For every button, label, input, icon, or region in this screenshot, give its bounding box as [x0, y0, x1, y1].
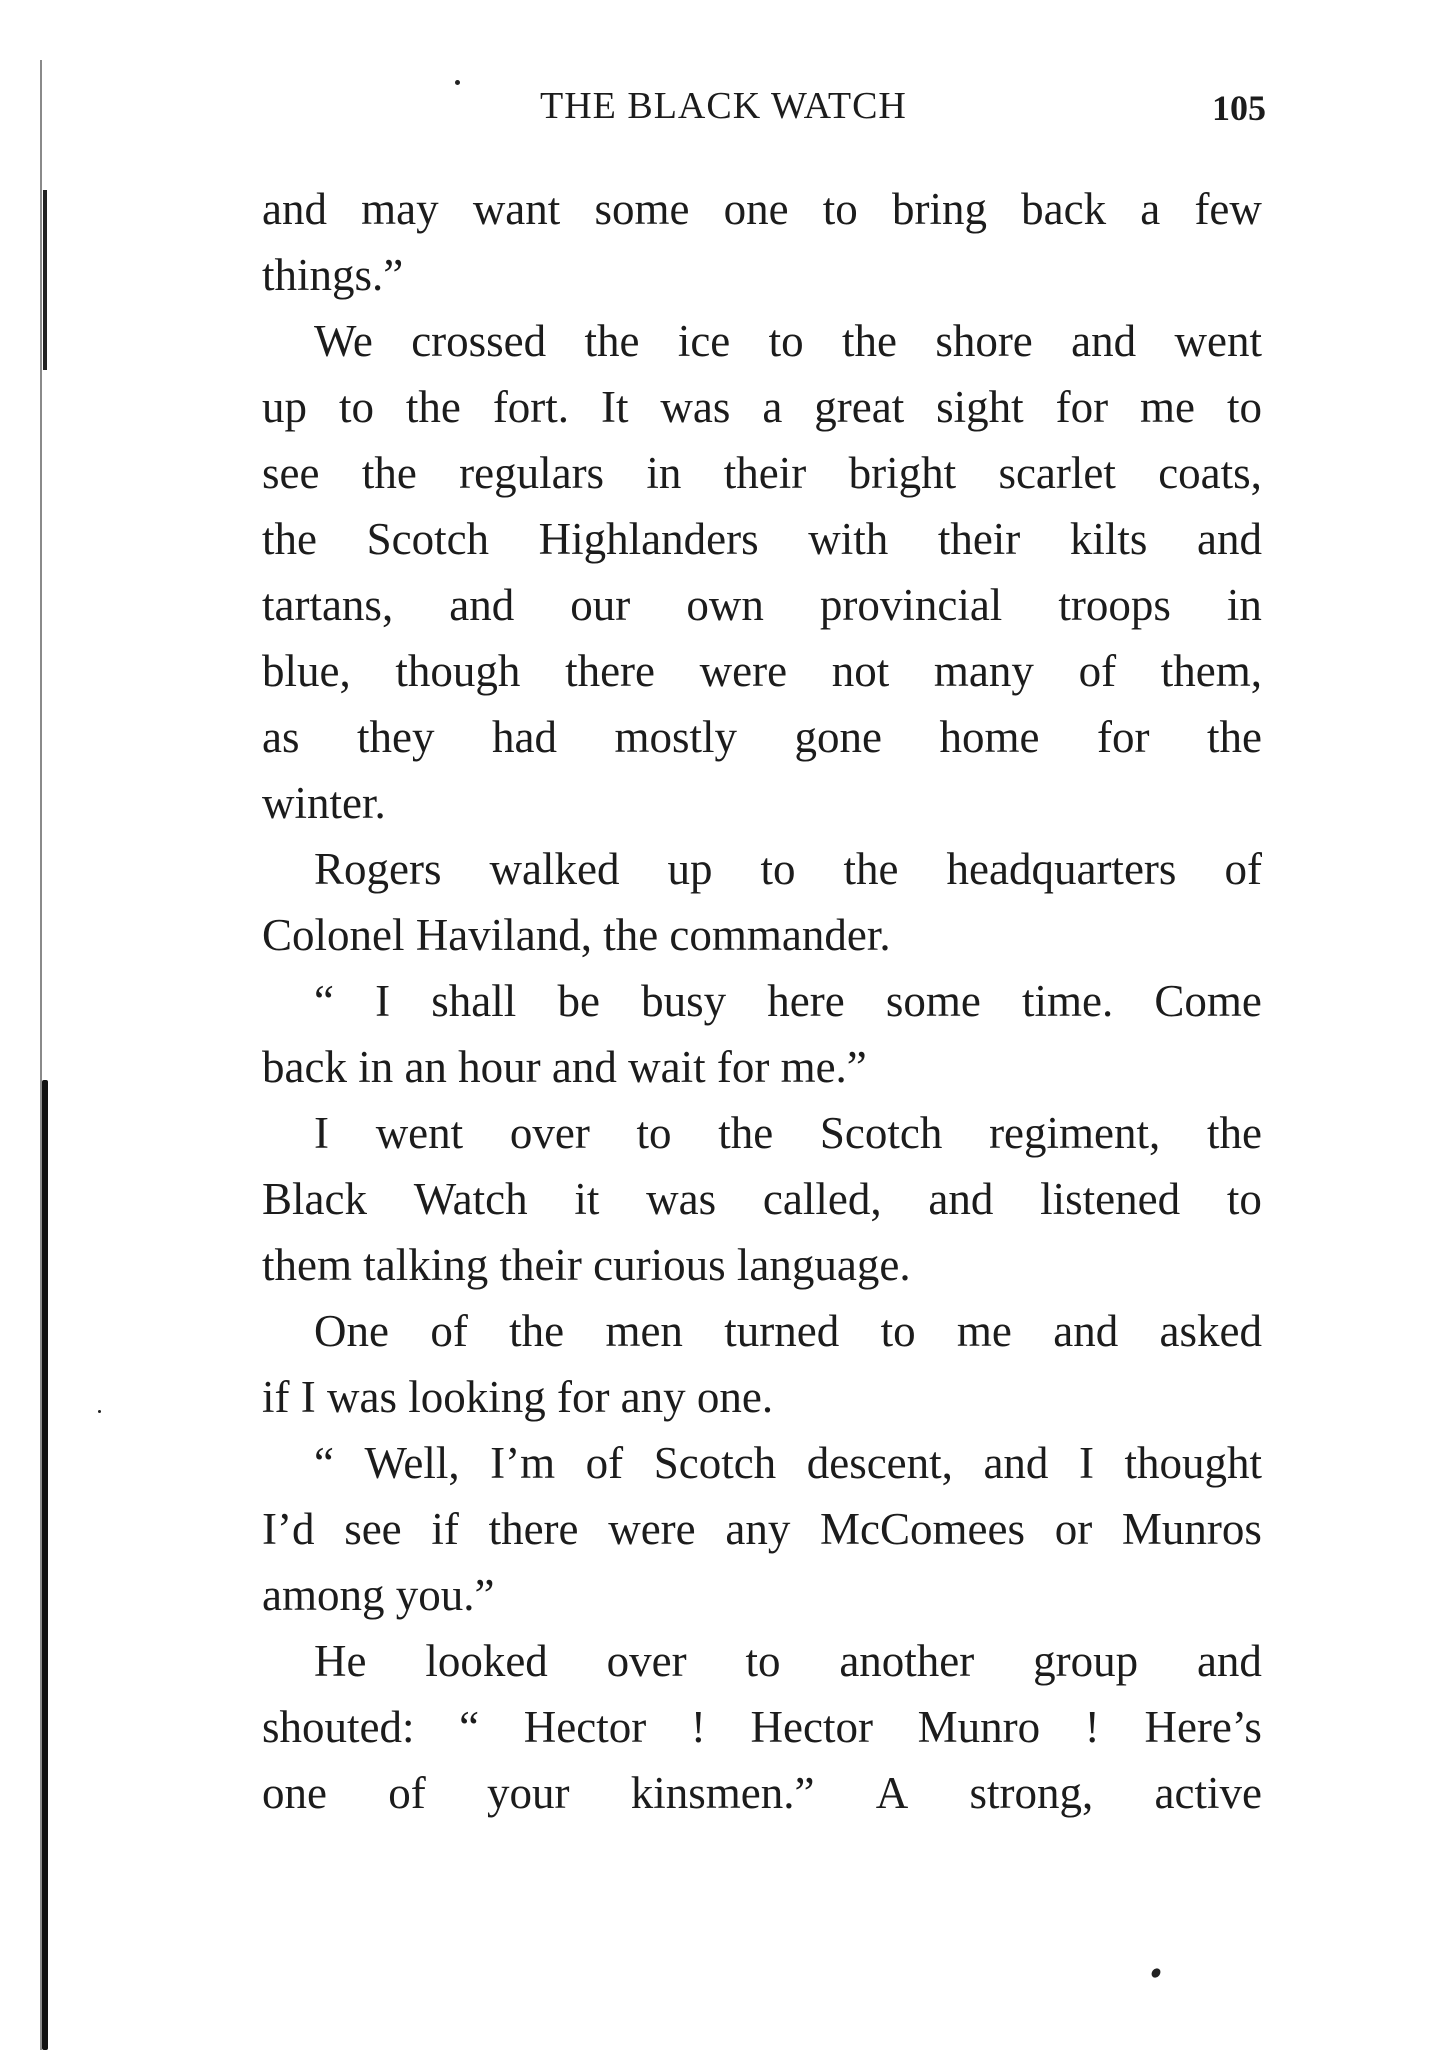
word: Here’s — [1144, 1702, 1262, 1752]
word: Scotch — [819, 1108, 943, 1158]
word: and — [1197, 514, 1262, 564]
word: I — [1078, 1438, 1094, 1488]
page-number: 105 — [1212, 88, 1266, 128]
word: Come — [1154, 976, 1262, 1026]
word: and — [449, 580, 515, 630]
word: I’d — [262, 1504, 315, 1554]
word: the — [405, 382, 461, 432]
text-line — [262, 1496, 1262, 1562]
text-line — [262, 572, 1262, 638]
word: they — [357, 712, 435, 762]
word: sight — [936, 382, 1024, 432]
text-line: winter. — [262, 778, 386, 828]
word: time. — [1022, 976, 1114, 1026]
text-line — [262, 308, 1262, 374]
word: want — [472, 184, 561, 234]
text-line — [262, 836, 1262, 902]
word: were — [608, 1504, 696, 1554]
word: me — [956, 1306, 1012, 1356]
word: back — [1021, 184, 1107, 234]
word: I — [314, 1108, 329, 1158]
word: to — [822, 184, 858, 234]
text-line — [262, 1760, 1262, 1826]
word: Black — [262, 1174, 367, 1224]
word: may — [361, 184, 439, 234]
word: some — [885, 976, 981, 1026]
text-line — [262, 506, 1262, 572]
word: there — [565, 646, 655, 696]
word: turned — [724, 1306, 840, 1356]
word: gone — [794, 712, 882, 762]
word: some — [594, 184, 690, 234]
word: It — [600, 382, 629, 432]
word: and — [1071, 316, 1137, 366]
word: the — [841, 316, 897, 366]
word: the — [509, 1306, 565, 1356]
word: or — [1054, 1504, 1093, 1554]
word: the — [718, 1108, 774, 1158]
word: many — [933, 646, 1034, 696]
print-speck — [98, 1410, 101, 1413]
word: for — [1096, 712, 1150, 762]
text-line — [262, 1298, 1262, 1364]
text-line: things.” — [262, 250, 404, 300]
word: We — [314, 316, 373, 366]
word: in — [1226, 580, 1262, 630]
word: them, — [1160, 646, 1262, 696]
word: provincial — [819, 580, 1003, 630]
word: kilts — [1069, 514, 1148, 564]
word: regiment, — [989, 1108, 1161, 1158]
word: over — [606, 1636, 687, 1686]
word: asked — [1159, 1306, 1262, 1356]
word: went — [375, 1108, 464, 1158]
word: me — [1140, 382, 1196, 432]
word: one — [262, 1768, 327, 1818]
word: in — [646, 448, 682, 498]
text-line — [262, 1694, 1262, 1760]
word: “ — [314, 976, 334, 1026]
word: the — [843, 844, 899, 894]
word: the — [1206, 1108, 1262, 1158]
word: Scotch — [653, 1438, 777, 1488]
word: the — [262, 514, 317, 564]
word: up — [667, 844, 713, 894]
word: bright — [848, 448, 957, 498]
word: Rogers — [314, 844, 442, 894]
word: over — [509, 1108, 590, 1158]
word: the — [1206, 712, 1262, 762]
text-line: back in an hour and wait for me.” — [262, 1042, 867, 1092]
word: Munros — [1121, 1504, 1262, 1554]
word: fort. — [492, 382, 570, 432]
word: troops — [1058, 580, 1171, 630]
word: not — [831, 646, 890, 696]
word: men — [605, 1306, 683, 1356]
text-line — [262, 1100, 1262, 1166]
text-line — [262, 638, 1262, 704]
word: active — [1154, 1768, 1262, 1818]
word: shouted: — [262, 1702, 415, 1752]
word: and — [1196, 1636, 1262, 1686]
word: of — [585, 1438, 624, 1488]
word: went — [1174, 316, 1262, 366]
word: group — [1033, 1636, 1139, 1686]
page-gutter-edge — [36, 60, 50, 2050]
gutter-shadow-mark — [43, 190, 47, 370]
text-line: among you.” — [262, 1570, 495, 1620]
word: shall — [431, 976, 517, 1026]
word: blue, — [262, 646, 351, 696]
word: busy — [641, 976, 727, 1026]
word: it — [574, 1174, 600, 1224]
word: to — [338, 382, 374, 432]
word: crossed — [411, 316, 547, 366]
text-line — [262, 1628, 1262, 1694]
word: One — [314, 1306, 389, 1356]
word: thought — [1124, 1438, 1262, 1488]
word: shore — [935, 316, 1033, 366]
word: great — [814, 382, 905, 432]
word: to — [760, 844, 796, 894]
word: ice — [677, 316, 731, 366]
word: to — [880, 1306, 916, 1356]
word: Hector — [523, 1702, 647, 1752]
word: walked — [489, 844, 620, 894]
word: He — [314, 1636, 367, 1686]
word: Well, — [364, 1438, 460, 1488]
word: and — [1053, 1306, 1119, 1356]
word: mostly — [614, 712, 737, 762]
word: of — [388, 1768, 426, 1818]
word: of — [430, 1306, 468, 1356]
running-head: THE BLACK WATCH — [540, 85, 907, 127]
word: descent, — [806, 1438, 953, 1488]
word: and — [983, 1438, 1049, 1488]
text-line — [262, 704, 1262, 770]
word: here — [767, 976, 845, 1026]
word: to — [1226, 1174, 1262, 1224]
word: to — [1226, 382, 1262, 432]
word: to — [745, 1636, 781, 1686]
word: another — [839, 1636, 975, 1686]
word: called, — [762, 1174, 882, 1224]
text-line — [262, 968, 1262, 1034]
word: to — [768, 316, 804, 366]
word: was — [660, 382, 731, 432]
word: see — [344, 1504, 402, 1554]
word: tartans, — [262, 580, 394, 630]
word: I — [375, 976, 391, 1026]
word: Watch — [413, 1174, 528, 1224]
word: their — [937, 514, 1021, 564]
word: looked — [425, 1636, 548, 1686]
word: McComees — [820, 1504, 1025, 1554]
word: own — [686, 580, 764, 630]
word: see — [262, 448, 320, 498]
word: to — [636, 1108, 672, 1158]
word: and — [262, 184, 327, 234]
word: there — [488, 1504, 579, 1554]
word: though — [395, 646, 521, 696]
word: “ — [459, 1702, 480, 1752]
word: any — [725, 1504, 791, 1554]
text-line — [262, 176, 1262, 242]
word: the — [584, 316, 640, 366]
word: up — [262, 382, 307, 432]
body-text — [262, 176, 1262, 1826]
word: of — [1224, 844, 1262, 894]
word: Hector — [750, 1702, 873, 1752]
word: Highlanders — [538, 514, 759, 564]
text-line: if I was looking for any one. — [262, 1372, 774, 1422]
text-line — [262, 374, 1262, 440]
word: with — [808, 514, 889, 564]
word: kinsmen.” — [630, 1768, 815, 1818]
word: home — [939, 712, 1040, 762]
text-line — [262, 440, 1262, 506]
word: your — [487, 1768, 570, 1818]
word: ! — [1084, 1702, 1100, 1752]
word: had — [491, 712, 557, 762]
word: our — [570, 580, 631, 630]
text-line: them talking their curious language. — [262, 1240, 911, 1290]
word: be — [557, 976, 600, 1026]
word: ! — [690, 1702, 706, 1752]
print-speck — [1150, 1967, 1163, 1980]
word: I’m — [490, 1438, 556, 1488]
word: were — [699, 646, 788, 696]
word: headquarters — [946, 844, 1177, 894]
word: “ — [314, 1438, 334, 1488]
word: of — [1078, 646, 1117, 696]
word: scarlet — [998, 448, 1116, 498]
text-line: Colonel Haviland, the commander. — [262, 910, 891, 960]
gutter-binding-edge — [42, 1080, 48, 2050]
word: a — [1140, 184, 1161, 234]
word: a — [762, 382, 783, 432]
word: bring — [891, 184, 987, 234]
word: listened — [1040, 1174, 1181, 1224]
word: as — [262, 712, 300, 762]
word: Munro — [917, 1702, 1041, 1752]
text-line — [262, 1430, 1262, 1496]
word: the — [361, 448, 417, 498]
word: was — [646, 1174, 717, 1224]
print-speck — [455, 80, 460, 85]
word: one — [723, 184, 789, 234]
word: coats, — [1158, 448, 1262, 498]
word: for — [1055, 382, 1109, 432]
word: if — [431, 1504, 459, 1554]
word: strong, — [969, 1768, 1094, 1818]
word: Scotch — [366, 514, 490, 564]
word: and — [928, 1174, 994, 1224]
word: their — [723, 448, 807, 498]
text-line — [262, 1166, 1262, 1232]
word: few — [1194, 184, 1262, 234]
word: A — [875, 1768, 909, 1818]
word: regulars — [459, 448, 605, 498]
